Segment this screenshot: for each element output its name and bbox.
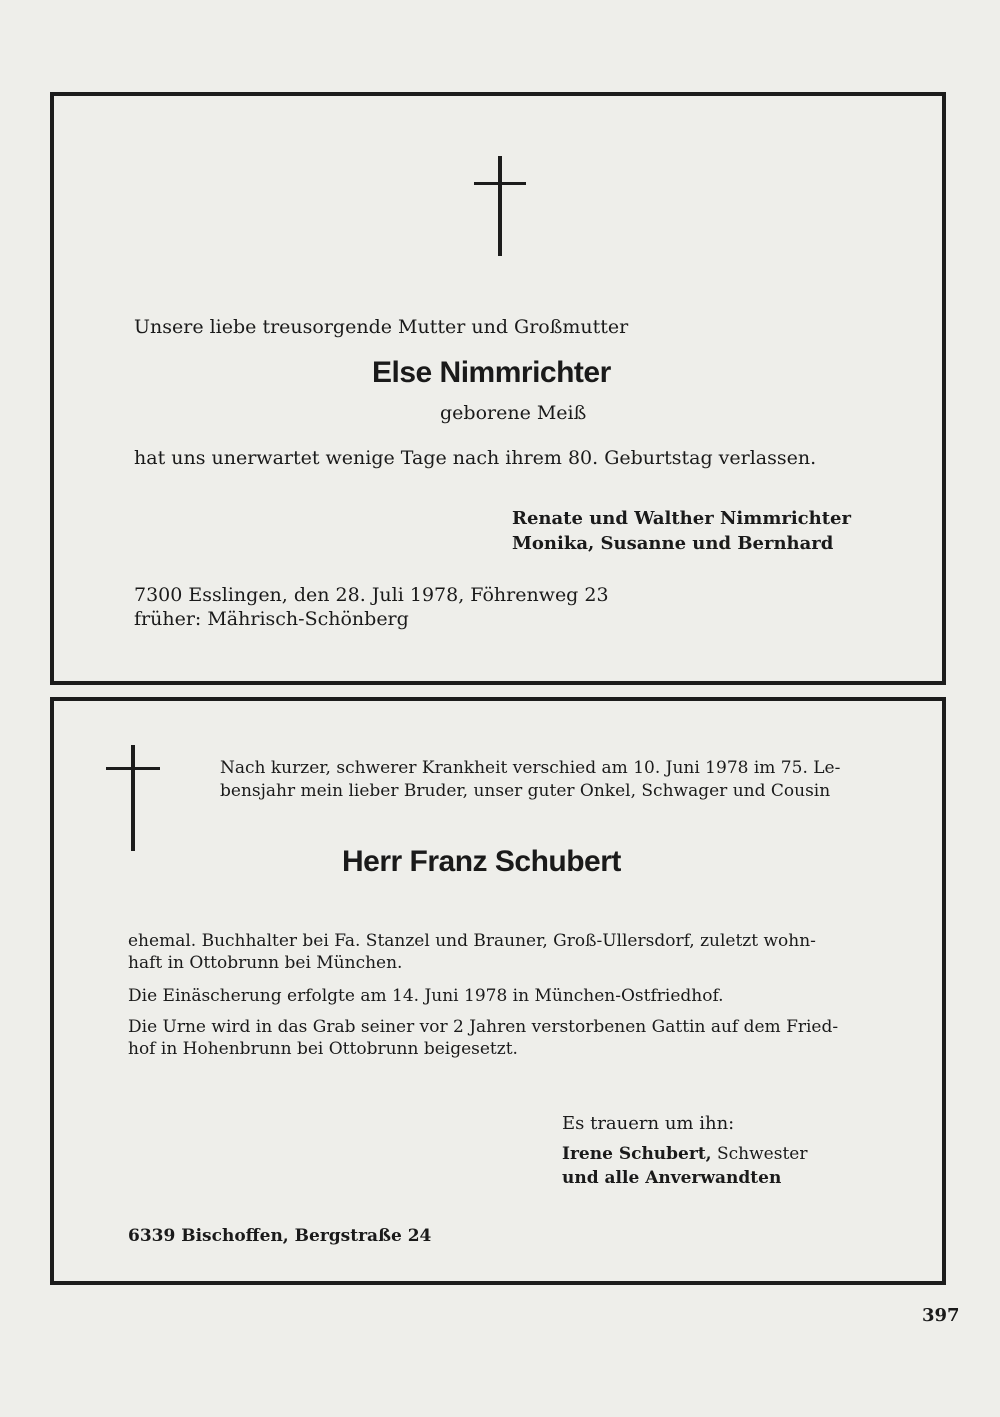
page-number: 397 (922, 1305, 960, 1326)
mourner-name: Irene Schubert, (562, 1144, 712, 1164)
address-line: 6339 Bischoffen, Bergstraße 24 (128, 1226, 432, 1246)
cross-icon (474, 156, 526, 256)
obituary-notice-nimmrichter (50, 92, 946, 685)
cross-icon (106, 745, 160, 851)
mourner-line: Renate und Walther Nimmrichter (512, 508, 851, 529)
mourner-line: Monika, Susanne und Bernhard (512, 533, 834, 554)
address-line: 7300 Esslingen, den 28. Juli 1978, Föhrenweg 23 (134, 584, 609, 606)
mourner-line: und alle Anverwandten (562, 1168, 782, 1188)
birth-name: geborene Meiß (440, 402, 587, 424)
announcement-text: hat uns unerwartet wenige Tage nach ihrem 80. Geburtstag verlassen. (134, 447, 817, 469)
occupation-text: ehemal. Buchhalter bei Fa. Stanzel und Brauner, Groß-Ullersdorf, zuletzt wohn- (128, 931, 816, 951)
deceased-name: Herr Franz Schubert (342, 845, 621, 878)
deceased-name: Else Nimmrichter (372, 356, 611, 389)
intro-text: bensjahr mein lieber Bruder, unser guter Onkel, Schwager und Cousin (220, 781, 831, 801)
burial-text: Die Urne wird in das Grab seiner vor 2 Jahren verstorbenen Gattin auf dem Fried- (128, 1017, 839, 1037)
burial-text: hof in Hohenbrunn bei Ottobrunn beigesetzt. (128, 1039, 518, 1059)
former-address-line: früher: Mährisch-Schönberg (134, 608, 409, 630)
intro-text: Unsere liebe treusorgende Mutter und Großmutter (134, 316, 629, 338)
mourning-intro: Es trauern um ihn: (562, 1113, 735, 1134)
intro-text: Nach kurzer, schwerer Krankheit verschied am 10. Juni 1978 im 75. Le- (220, 758, 841, 778)
obituary-notice-schubert (50, 697, 946, 1285)
mourner-relation: Schwester (711, 1144, 808, 1164)
occupation-text: haft in Ottobrunn bei München. (128, 953, 403, 973)
mourner-line (562, 1144, 807, 1164)
cremation-text: Die Einäscherung erfolgte am 14. Juni 1978 in München-Ostfriedhof. (128, 986, 724, 1006)
